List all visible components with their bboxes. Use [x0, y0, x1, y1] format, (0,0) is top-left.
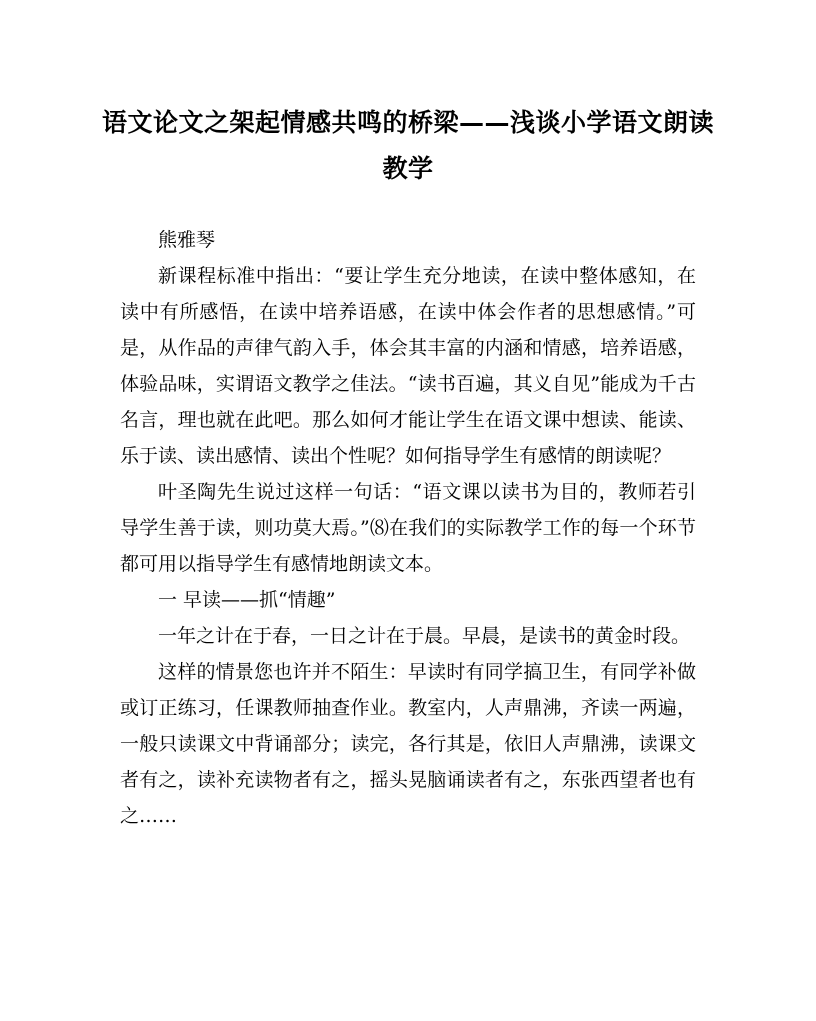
- paragraph: 一年之计在于春，一日之计在于晨。早晨，是读书的黄金时段。: [158, 625, 691, 647]
- paragraph: 新课程标准中指出：“要让学生充分地读，在读中整体感知，在读中有所感悟，在读中培养语感，在读中体会作者的思想感情。”可是，从作品的声律气韵入手，体会其丰富的内涵和情感，培养语感，体验品味，实谓语文教学之佳法。“读书百遍，其义自见”能成为千古名言，理也就在此吧。那么如何才能让学生在语文课中想读、能读、乐于读、读出感情、读出个性呢？如何指导学生有感情的朗读呢？: [120, 265, 696, 467]
- paragraph: 叶圣陶先生说过这样一句话：“语文课以读书为目的，教师若引导学生善于读，则功莫大焉。”⑻在我们的实际教学工作的每一个环节都可用以指导学生有感情地朗读文本。: [120, 481, 696, 575]
- paragraph: 这样的情景您也许并不陌生：早读时有同学搞卫生，有同学补做或订正练习，任课教师抽查作业。教室内，人声鼎沸，齐读一两遍，一般只读课文中背诵部分；读完，各行其是，依旧人声鼎沸，读课文者有之，读补充读物者有之，摇头晃脑诵读者有之，东张西望者也有之……: [120, 661, 696, 827]
- document-title: 语文论文之架起情感共鸣的桥梁——浅谈小学语文朗读教学: [101, 108, 714, 183]
- section-heading: 一 早读——抓“情趣”: [158, 589, 336, 611]
- document-body: [120, 222, 696, 834]
- author-line: 熊雅琴: [158, 229, 216, 251]
